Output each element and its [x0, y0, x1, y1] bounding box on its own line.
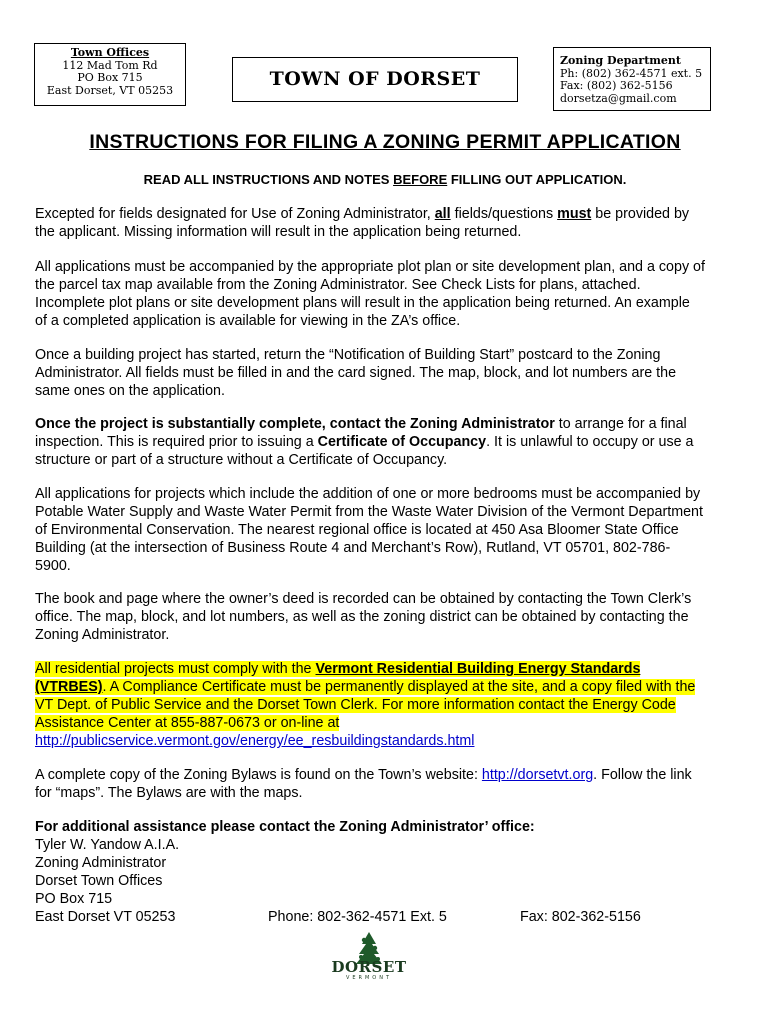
contact-org: Dorset Town Offices — [35, 873, 163, 889]
town-website-link[interactable]: http://dorsetvt.org — [481, 767, 594, 783]
p7-text-c: . A Compliance Certificate must be permanently displayed at the site, and a copy filed with the VT Dept. of Public Service and the Dorset Town Clerk. For more information contact the Energy Code Assistance Center at 855-887-0673 or on-line at — [35, 679, 696, 731]
logo-state: VERMONT — [345, 975, 393, 980]
zoning-department-box — [553, 47, 711, 111]
paragraph-energy-standards — [35, 660, 705, 750]
paragraph-zoning-bylaws — [35, 766, 705, 802]
p8-text-b: . Follow the link for “maps”. The Bylaws are with the maps. — [35, 767, 692, 801]
paragraph-plot-plan: All applications must be accompanied by the appropriate plot plan or site development plan, and a copy of the parcel tax map available from the Zoning Administrator. See Check Lists for plans, attached. Incomplete plot plans or site development plans will result in the application being returned. An example of a completed application is available for viewing in the ZA’s office. — [35, 259, 705, 329]
p7-text-a: All residential projects must comply with the — [35, 661, 316, 677]
paragraph-waste-water: All applications for projects which include the addition of one or more bedrooms must be accompanied by Potable Water Supply and Waste Water Permit from the Waste Water Division of the Vermont Department of Environmental Conservation. The nearest regional office is located at 450 Asa Bloomer State Office Building (at the intersection of Business Route 4 and Merchant’s Row), Rutland, VT 05701, 802-786-5900. — [35, 486, 703, 574]
paragraph-building-start: Once a building project has started, return the “Notification of Building Start” postcard to the Zoning Administrator. All fields must be filled in and the card signed. The map, block, and lot numbers are the same ones on the application. — [35, 347, 677, 399]
town-offices-address-line3: East Dorset, VT 05253 — [46, 83, 174, 97]
town-offices-box — [34, 43, 186, 106]
logo-wordmark: DORSET — [331, 958, 407, 976]
p1-text-a: Excepted for fields designated for Use of Zoning Administrator, — [35, 206, 435, 222]
energy-standards-link[interactable]: http://publicservice.vermont.gov/energy/ee_resbuildingstandards.html — [35, 733, 475, 749]
zoning-email: dorsetza@gmail.com — [560, 91, 677, 105]
contact-fax: Fax: 802-362-5156 — [520, 909, 641, 925]
zoning-fax: Fax: (802) 362-5156 — [560, 79, 673, 92]
p1-text-e: be provided by the applicant. Missing information will result in the application being returned. — [35, 206, 690, 240]
zoning-department-title: Zoning Department — [560, 54, 682, 67]
town-offices-address-line2: PO Box 715 — [77, 71, 143, 84]
subtitle-post: FILLING OUT APPLICATION. — [447, 172, 627, 187]
p1-emph-must: must — [557, 206, 592, 222]
p4-text-b: to arrange for a final inspection. This is required prior to issuing a — [35, 416, 687, 450]
contact-heading: For additional assistance please contact the Zoning Administrator’ office: — [35, 819, 535, 835]
p8-text-a: A complete copy of the Zoning Bylaws is found on the Town’s website: — [35, 767, 482, 783]
town-offices-title: Town Offices — [70, 46, 150, 59]
paragraph-required-fields — [35, 205, 705, 241]
town-title-box — [232, 57, 518, 102]
paragraph-final-inspection — [35, 415, 705, 469]
p1-text-c: fields/questions — [450, 206, 558, 222]
p4-text-d: . It is unlawful to occupy or use a structure or part of a structure without a Certificate of Occupancy. — [35, 434, 694, 468]
contact-name: Tyler W. Yandow A.I.A. — [35, 837, 180, 853]
paragraph-deed-info: The book and page where the owner’s deed is recorded can be obtained by contacting the Town Clerk’s office. The map, block, and lot numbers, as well as the zoning district can be obtained by contacting the Zoning Administrator. — [35, 591, 692, 643]
subtitle-pre: READ ALL INSTRUCTIONS AND NOTES — [143, 172, 394, 187]
contact-city: East Dorset VT 05253 — [35, 909, 176, 925]
subtitle-block — [0, 171, 770, 189]
town-title: TOWN OF DORSET — [269, 68, 481, 91]
page-title: INSTRUCTIONS FOR FILING A ZONING PERMIT APPLICATION — [89, 131, 681, 153]
p1-emph-all: all — [434, 206, 451, 222]
contact-role: Zoning Administrator — [35, 855, 167, 871]
p4-emph-contact: Once the project is substantially complete, contact the Zoning Administrator — [35, 416, 555, 432]
energy-standards-name: Vermont Residential Building Energy Standards (VTRBES) — [35, 661, 641, 695]
contact-phone: Phone: 802-362-4571 Ext. 5 — [268, 909, 447, 925]
title-block — [0, 131, 770, 154]
subtitle-emphasis: BEFORE — [393, 172, 448, 187]
dorset-logo — [326, 930, 412, 980]
zoning-phone: Ph: (802) 362-4571 ext. 5 — [560, 66, 703, 80]
p4-emph-certificate: Certificate of Occupancy — [317, 434, 487, 450]
town-offices-address-line1: 112 Mad Tom Rd — [62, 58, 158, 72]
contact-po-box: PO Box 715 — [35, 891, 113, 907]
